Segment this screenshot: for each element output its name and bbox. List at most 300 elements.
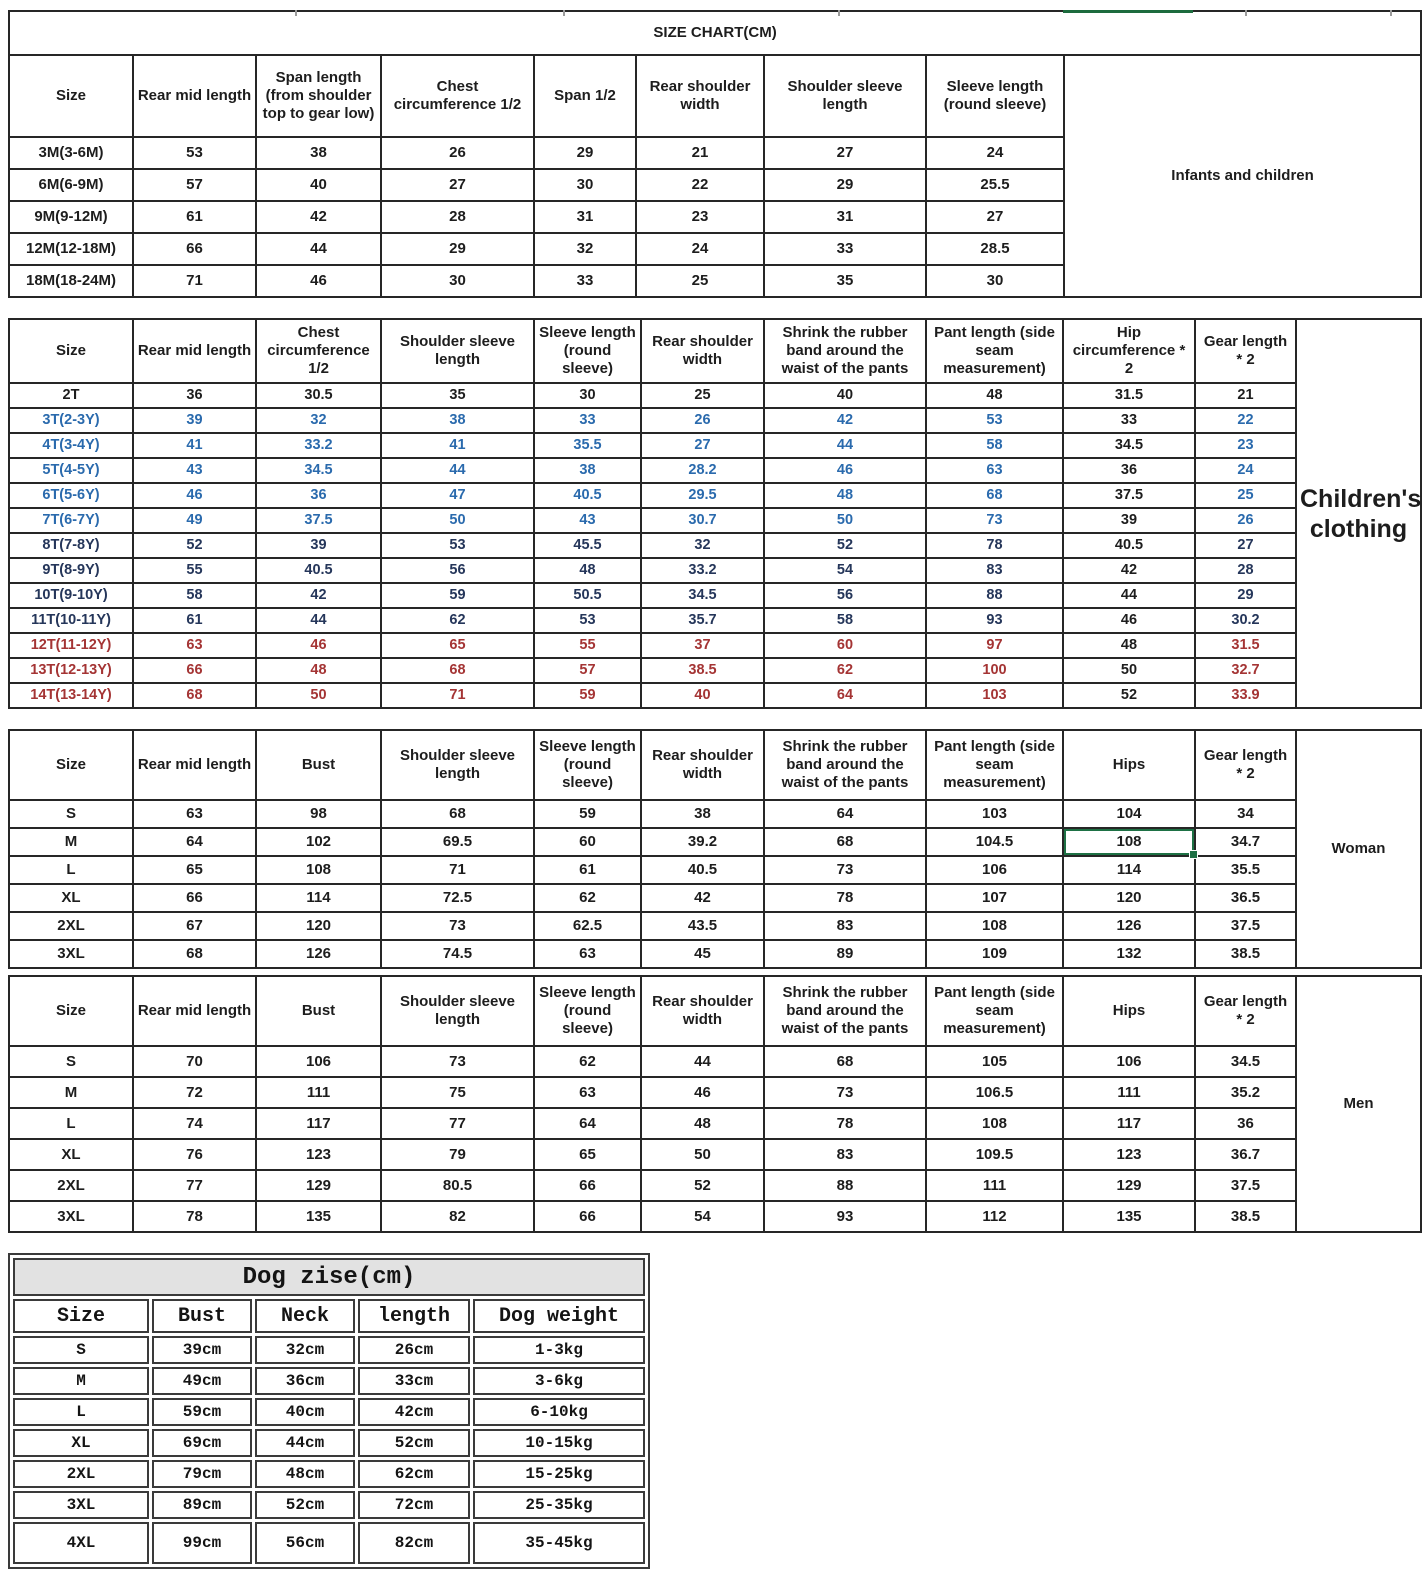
cell: 52cm [255,1491,355,1519]
cell: 3M(3-6M) [9,137,133,169]
column-header: Size [9,319,133,383]
cell: 58 [764,608,926,633]
cell: 79cm [152,1460,252,1488]
cell: 59 [381,583,534,608]
cell: 67 [133,912,256,940]
column-header: Rear mid length [133,976,256,1046]
cell: 76 [133,1139,256,1170]
cell: S [9,1046,133,1077]
cell: 71 [133,265,256,297]
cell: 27 [641,433,764,458]
cell: 40.5 [1063,533,1195,558]
cell: 7T(6-7Y) [9,508,133,533]
cell: 39.2 [641,828,764,856]
table-row [13,1491,645,1519]
cell: 8T(7-8Y) [9,533,133,558]
column-header: Size [13,1299,149,1333]
cell: 33.9 [1195,683,1296,708]
cell: 63 [534,1077,641,1108]
cell: 37.5 [1195,912,1296,940]
cell: 65 [381,633,534,658]
cell: 3T(2-3Y) [9,408,133,433]
cell: 65 [534,1139,641,1170]
cell: 78 [764,884,926,912]
table-row [13,1336,645,1364]
cell: 22 [1195,408,1296,433]
cell: 44 [256,608,381,633]
cell: 74.5 [381,940,534,968]
cell: 135 [256,1201,381,1232]
cell: 53 [133,137,256,169]
cell: XL [9,1139,133,1170]
cell: 108 [926,1108,1063,1139]
table-row [9,1139,1421,1170]
cell: 47 [381,483,534,508]
table-row [9,1170,1421,1201]
cell: 30.2 [1195,608,1296,633]
cell: 83 [764,1139,926,1170]
cell: 77 [133,1170,256,1201]
cell: 60 [764,633,926,658]
cell: 34.5 [256,458,381,483]
cell: 26 [641,408,764,433]
cell: 61 [133,608,256,633]
cell: 32 [256,408,381,433]
cell: 42 [764,408,926,433]
cell: 34.5 [1063,433,1195,458]
column-header: Shrink the rubber band around the waist of the pants [764,319,926,383]
cell: M [13,1367,149,1395]
cell: 40 [256,169,381,201]
cell: 53 [534,608,641,633]
cell: 56 [381,558,534,583]
cell: 23 [1195,433,1296,458]
column-header: Bust [152,1299,252,1333]
cell: 114 [256,884,381,912]
cell: 33 [764,233,926,265]
cell: 73 [381,1046,534,1077]
cell: 35.5 [534,433,641,458]
table-row [9,558,1421,583]
cell: 104.5 [926,828,1063,856]
cell: 82 [381,1201,534,1232]
column-header: Shoulder sleeve length [381,319,534,383]
cell: 2XL [9,1170,133,1201]
cell: 42 [256,201,381,233]
cell: 40.5 [256,558,381,583]
cell: 38 [641,800,764,828]
table-row [13,1522,645,1564]
spreadsheet-selection-artifact [1063,10,1193,13]
column-header: Size [9,730,133,800]
cell: 33cm [358,1367,470,1395]
cell: 28 [1195,558,1296,583]
cell: 43 [133,458,256,483]
cell: 4T(3-4Y) [9,433,133,458]
table-row [9,884,1421,912]
cell: 55 [133,558,256,583]
cell: 6T(5-6Y) [9,483,133,508]
cell: 73 [926,508,1063,533]
cell: 2T [9,383,133,408]
cell: 56cm [255,1522,355,1564]
cell: 111 [256,1077,381,1108]
cell: 43 [534,508,641,533]
table-row [9,458,1421,483]
gridline-tick [1245,10,1247,16]
cell: 64 [764,683,926,708]
cell: 44 [1063,583,1195,608]
cell: 50.5 [534,583,641,608]
cell: 89cm [152,1491,252,1519]
cell: 32.7 [1195,658,1296,683]
cell: 66 [133,233,256,265]
cell: 46 [133,483,256,508]
table-row [9,608,1421,633]
cell: 72 [133,1077,256,1108]
header-row [9,730,1421,800]
cell: 71 [381,683,534,708]
cell: 25 [641,383,764,408]
column-header: Rear shoulder width [636,55,764,137]
cell: 44 [764,433,926,458]
cell: 111 [1063,1077,1195,1108]
cell: 5T(4-5Y) [9,458,133,483]
title-row [13,1258,645,1296]
cell: 28.2 [641,458,764,483]
cell: 21 [636,137,764,169]
cell: 50 [256,683,381,708]
cell: 40 [764,383,926,408]
cell: 77 [381,1108,534,1139]
cell: 27 [926,201,1064,233]
cell: 104 [1063,800,1195,828]
cell: 109.5 [926,1139,1063,1170]
table-row [13,1429,645,1457]
cell: 37.5 [256,508,381,533]
cell: L [9,856,133,884]
cell: 38.5 [1195,940,1296,968]
cell: 29 [764,169,926,201]
infants-size-table [8,10,1422,298]
cell: 34.5 [641,583,764,608]
gridline-tick [838,10,840,16]
cell: 68 [926,483,1063,508]
table-row [9,408,1421,433]
column-header: Gear length * 2 [1195,319,1296,383]
cell: 37.5 [1195,1170,1296,1201]
cell: 33.2 [641,558,764,583]
header-row [9,319,1421,383]
cell: 38 [256,137,381,169]
column-header: Rear mid length [133,319,256,383]
cell: 12M(12-18M) [9,233,133,265]
column-header: Shrink the rubber band around the waist of the pants [764,730,926,800]
cell: 13T(12-13Y) [9,658,133,683]
cell: 46 [256,265,381,297]
column-header: Shoulder sleeve length [764,55,926,137]
cell: 46 [256,633,381,658]
cell: 40cm [255,1398,355,1426]
column-header: Sleeve length (round sleeve) [926,55,1064,137]
gridline-tick [295,10,297,16]
cell: 129 [1063,1170,1195,1201]
cell: 3XL [9,940,133,968]
cell: 57 [534,658,641,683]
cell: 29 [381,233,534,265]
cell: 135 [1063,1201,1195,1232]
header-row [13,1299,645,1333]
cell: 93 [926,608,1063,633]
table-row [9,1077,1421,1108]
cell: 10T(9-10Y) [9,583,133,608]
cell: 58 [133,583,256,608]
column-header: Sleeve length (round sleeve) [534,319,641,383]
cell: 55 [534,633,641,658]
cell: 11T(10-11Y) [9,608,133,633]
cell: 33 [534,408,641,433]
cell: 40.5 [641,856,764,884]
cell: 46 [641,1077,764,1108]
cell: 72cm [358,1491,470,1519]
cell: 98 [256,800,381,828]
cell: 66 [133,884,256,912]
column-header: Pant length (side seam measurement) [926,730,1063,800]
table-row [13,1460,645,1488]
cell: 27 [764,137,926,169]
cell: L [13,1398,149,1426]
cell: 25 [636,265,764,297]
cell: 36.5 [1195,884,1296,912]
cell: 80.5 [381,1170,534,1201]
column-header: Hip circumference * 2 [1063,319,1195,383]
cell: 126 [1063,912,1195,940]
cell: 25.5 [926,169,1064,201]
cell: 2XL [13,1460,149,1488]
size-chart-sheet [0,10,1428,1552]
cell: 24 [1195,458,1296,483]
column-header: Neck [255,1299,355,1333]
gridline-tick [563,10,565,16]
cell: 61 [534,856,641,884]
cell: 27 [1195,533,1296,558]
cell: 59 [534,683,641,708]
cell: 64 [534,1108,641,1139]
cell: 42 [641,884,764,912]
cell: 39cm [152,1336,252,1364]
column-header: Pant length (side seam measurement) [926,976,1063,1046]
cell: 33 [1063,408,1195,433]
column-header: Gear length * 2 [1195,976,1296,1046]
cell: 88 [926,583,1063,608]
cell: 2XL [9,912,133,940]
cell: 44 [256,233,381,265]
cell: 9M(9-12M) [9,201,133,233]
cell: 66 [534,1201,641,1232]
category-label: Children's clothing [1296,319,1421,708]
column-header: Bust [256,976,381,1046]
cell: 66 [534,1170,641,1201]
title-row [9,11,1421,55]
cell: 108 [1063,828,1195,856]
cell: 26 [381,137,534,169]
cell: 106 [256,1046,381,1077]
cell: 38 [534,458,641,483]
column-header: Size [9,976,133,1046]
cell: 44cm [255,1429,355,1457]
column-header: Rear shoulder width [641,976,764,1046]
cell: 123 [256,1139,381,1170]
cell: 18M(18-24M) [9,265,133,297]
cell: 63 [133,800,256,828]
cell: 107 [926,884,1063,912]
cell: 132 [1063,940,1195,968]
cell: M [9,828,133,856]
cell: 49cm [152,1367,252,1395]
cell: 30.5 [256,383,381,408]
cell: 31 [764,201,926,233]
column-header: Hips [1063,730,1195,800]
cell: 60 [534,828,641,856]
cell: 32cm [255,1336,355,1364]
cell: 66 [133,658,256,683]
cell: 70 [133,1046,256,1077]
cell: 111 [926,1170,1063,1201]
cell: 36cm [255,1367,355,1395]
cell: 34 [1195,800,1296,828]
column-header: Gear length * 2 [1195,730,1296,800]
cell: 29.5 [641,483,764,508]
cell: M [9,1077,133,1108]
cell: 31.5 [1063,383,1195,408]
cell: XL [9,884,133,912]
table-row [9,633,1421,658]
cell: 69cm [152,1429,252,1457]
cell: 62 [381,608,534,633]
cell: 21 [1195,383,1296,408]
cell: 14T(13-14Y) [9,683,133,708]
cell: 120 [256,912,381,940]
category-label: Infants and children [1064,55,1421,297]
cell: 53 [926,408,1063,433]
cell: 29 [1195,583,1296,608]
cell: 102 [256,828,381,856]
column-header: Bust [256,730,381,800]
cell: 61 [133,201,256,233]
cell: 93 [764,1201,926,1232]
cell: 117 [1063,1108,1195,1139]
cell: 114 [1063,856,1195,884]
column-header: Sleeve length (round sleeve) [534,730,641,800]
cell: 30 [381,265,534,297]
cell: 52 [133,533,256,558]
column-header: Hips [1063,976,1195,1046]
cell: 120 [1063,884,1195,912]
cell: 35 [381,383,534,408]
cell: 10-15kg [473,1429,645,1457]
cell: 62 [534,1046,641,1077]
column-header: Pant length (side seam measurement) [926,319,1063,383]
cell: 78 [764,1108,926,1139]
cell: 62 [534,884,641,912]
cell: 23 [636,201,764,233]
cell: 82cm [358,1522,470,1564]
table-row [9,912,1421,940]
cell: 34.5 [1195,1046,1296,1077]
table-row [9,433,1421,458]
cell: 108 [926,912,1063,940]
cell: 29 [534,137,636,169]
column-header: Span 1/2 [534,55,636,137]
cell: 32 [641,533,764,558]
cell: 62 [764,658,926,683]
gridline-tick [1390,10,1392,16]
column-header: Shoulder sleeve length [381,730,534,800]
cell: 48 [1063,633,1195,658]
column-header: Sleeve length (round sleeve) [534,976,641,1046]
cell: 42 [1063,558,1195,583]
table-row [9,1201,1421,1232]
column-header: Size [9,55,133,137]
cell: 65 [133,856,256,884]
cell: 69.5 [381,828,534,856]
cell: 25 [1195,483,1296,508]
cell: 64 [764,800,926,828]
cell: 103 [926,800,1063,828]
cell: 126 [256,940,381,968]
cell: 73 [381,912,534,940]
cell: 3XL [9,1201,133,1232]
cell: 43.5 [641,912,764,940]
cell: 52 [641,1170,764,1201]
cell: 25-35kg [473,1491,645,1519]
cell: 46 [1063,608,1195,633]
cell: 15-25kg [473,1460,645,1488]
column-header: Shoulder sleeve length [381,976,534,1046]
table-row [9,483,1421,508]
cell: 97 [926,633,1063,658]
cell: 46 [764,458,926,483]
cell: 112 [926,1201,1063,1232]
cell: 6M(6-9M) [9,169,133,201]
cell: 79 [381,1139,534,1170]
cell: 24 [926,137,1064,169]
cell: 88 [764,1170,926,1201]
cell: 50 [764,508,926,533]
cell: 52 [764,533,926,558]
cell: 103 [926,683,1063,708]
cell: 83 [926,558,1063,583]
cell: 48 [764,483,926,508]
cell: 34.7 [1195,828,1296,856]
cell: 26cm [358,1336,470,1364]
cell: 36.7 [1195,1139,1296,1170]
cell: 75 [381,1077,534,1108]
cell: 45 [641,940,764,968]
cell: 48cm [255,1460,355,1488]
cell: 36 [1063,458,1195,483]
cell: 52cm [358,1429,470,1457]
table-row [9,828,1421,856]
column-header: Rear shoulder width [641,319,764,383]
cell: 33 [534,265,636,297]
cell: 109 [926,940,1063,968]
men-size-table [8,975,1422,1233]
cell: 71 [381,856,534,884]
table-row [9,940,1421,968]
cell: 28.5 [926,233,1064,265]
woman-size-table [8,729,1422,969]
